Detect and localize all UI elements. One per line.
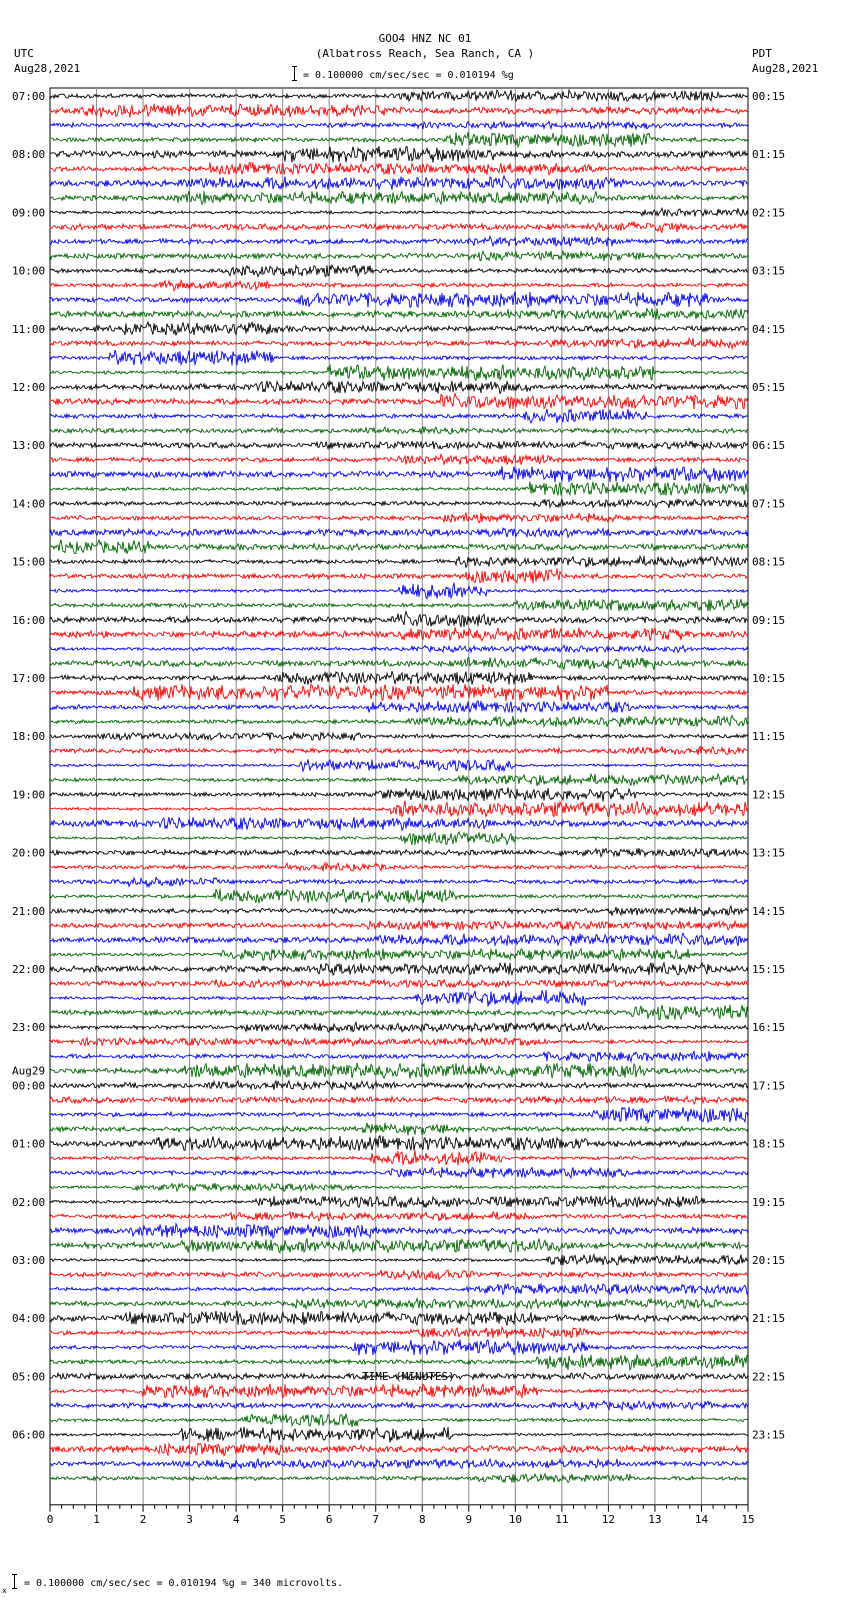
seismic-trace	[50, 716, 748, 728]
left-hour-label: 13:00	[12, 439, 46, 453]
seismic-trace	[50, 265, 748, 277]
seismic-trace	[50, 454, 748, 464]
seismic-trace	[50, 568, 748, 583]
left-hour-label: 18:00	[12, 730, 46, 744]
x-tick-label: 14	[694, 1512, 709, 1526]
right-hour-label: 03:15	[752, 264, 786, 278]
seismic-trace	[50, 878, 748, 887]
seismic-trace	[50, 1427, 748, 1443]
left-hour-label: 07:00	[12, 90, 46, 103]
seismic-trace	[50, 1107, 748, 1122]
seismic-trace	[50, 322, 748, 336]
seismic-trace	[50, 933, 748, 946]
seismic-trace	[50, 1270, 748, 1280]
seismic-trace	[50, 921, 748, 931]
scale-label: = 0.100000 cm/sec/sec = 0.010194 %g	[303, 70, 514, 81]
seismic-trace	[50, 1136, 748, 1151]
right-hour-label: 04:15	[752, 322, 786, 336]
x-tick-label: 5	[279, 1512, 286, 1526]
seismic-trace	[50, 684, 748, 701]
seismic-trace	[50, 146, 748, 163]
seismic-trace	[50, 308, 748, 319]
left-hour-label: 17:00	[12, 672, 46, 685]
right-hour-label: 01:15	[752, 148, 786, 162]
seismic-trace	[50, 208, 748, 216]
right-hour-label: 22:15	[752, 1370, 786, 1384]
left-hour-label: 05:00	[12, 1370, 46, 1384]
left-hour-label: 00:00	[12, 1079, 46, 1093]
left-hour-label: 11:00	[12, 322, 46, 336]
right-hour-label: 21:15	[752, 1312, 786, 1326]
right-hour-label: 06:15	[752, 439, 786, 453]
x-tick-label: 12	[601, 1512, 616, 1526]
seismic-trace	[50, 1224, 748, 1238]
seismic-trace	[50, 671, 748, 685]
left-date: Aug28,2021	[14, 62, 81, 75]
seismic-trace	[50, 350, 748, 366]
seismic-trace	[50, 1051, 748, 1061]
right-hour-label: 23:15	[752, 1428, 786, 1442]
left-hour-label: 06:00	[12, 1428, 46, 1442]
right-hour-label: 20:15	[752, 1254, 786, 1267]
seismic-trace	[50, 979, 748, 987]
seismic-trace	[50, 990, 748, 1007]
x-tick-label: 11	[555, 1512, 569, 1526]
seismic-trace	[50, 599, 748, 611]
seismic-trace	[50, 292, 748, 308]
seismic-trace	[50, 221, 748, 232]
chart-title: GOO4 HNZ NC 01	[378, 32, 472, 45]
right-hour-label: 16:15	[752, 1021, 786, 1035]
seismic-trace	[50, 1443, 748, 1456]
seismic-trace	[50, 817, 748, 830]
seismic-trace	[50, 1063, 748, 1079]
seismic-trace	[50, 1311, 748, 1326]
seismic-trace	[50, 122, 748, 129]
seismic-trace	[50, 948, 748, 960]
seismic-trace	[50, 832, 748, 845]
seismic-trace	[50, 1238, 748, 1252]
seismic-trace	[50, 1298, 748, 1308]
seismic-trace	[50, 848, 748, 857]
left-hour-label: 23:00	[12, 1021, 46, 1035]
seismic-trace	[50, 466, 748, 482]
x-tick-label: 8	[418, 1512, 426, 1526]
seismic-trace	[50, 657, 748, 669]
seismic-trace	[50, 787, 748, 801]
seismic-trace	[50, 1474, 748, 1483]
seismic-trace	[50, 1081, 748, 1090]
seismic-trace	[50, 90, 748, 102]
right-hour-label: 17:15	[752, 1079, 786, 1093]
seismic-trace	[50, 513, 748, 523]
seismic-trace	[50, 1354, 748, 1370]
seismic-trace	[50, 1401, 748, 1410]
seismic-trace	[50, 556, 748, 568]
seismic-trace	[50, 583, 748, 599]
seismic-trace	[50, 1255, 748, 1266]
left-hour-label: 20:00	[12, 846, 46, 860]
seismic-trace	[50, 1005, 748, 1020]
x-tick-label: 13	[648, 1512, 662, 1526]
right-date: Aug28,2021	[752, 62, 819, 75]
seismic-trace	[50, 528, 748, 537]
footer-scale-bar-icon	[12, 1574, 17, 1589]
seismic-trace	[50, 104, 748, 118]
left-hour-label: 10:00	[12, 264, 46, 278]
seismic-trace	[50, 1022, 748, 1032]
seismic-trace	[50, 1096, 748, 1104]
seismic-trace	[50, 236, 748, 246]
left-hour-label: 08:00	[12, 148, 46, 162]
seismic-trace	[50, 1038, 748, 1046]
seismic-trace	[50, 701, 748, 713]
seismic-trace	[50, 1414, 748, 1427]
seismic-trace	[50, 409, 748, 423]
left-hour-label: 01:00	[12, 1137, 46, 1151]
right-hour-label: 08:15	[752, 555, 786, 569]
seismic-trace	[50, 338, 748, 349]
seismic-trace	[50, 801, 748, 817]
seismic-trace	[50, 906, 748, 916]
seismic-trace	[50, 1150, 748, 1165]
left-hour-label: 09:00	[12, 206, 46, 220]
seismic-trace	[50, 427, 748, 434]
seismic-trace	[50, 191, 748, 204]
x-tick-label: 1	[93, 1512, 100, 1526]
seismic-trace	[50, 733, 748, 741]
seismic-trace	[50, 774, 748, 786]
left-timezone: UTC	[14, 47, 34, 60]
station-location: (Albatross Reach, Sea Ranch, CA )	[315, 47, 535, 60]
seismic-trace	[50, 540, 748, 554]
seismic-trace	[50, 1196, 748, 1208]
x-tick-label: 3	[186, 1512, 193, 1526]
seismic-trace	[50, 612, 748, 628]
left-hour-label: 12:00	[12, 381, 46, 394]
date-change-label: Aug29	[12, 1064, 46, 1078]
right-hour-label: 00:15	[752, 90, 786, 103]
seismic-trace	[50, 162, 748, 175]
seismic-trace	[50, 1384, 748, 1398]
seismic-trace	[50, 1183, 748, 1191]
seismic-trace	[50, 863, 748, 871]
seismic-trace	[50, 889, 748, 904]
seismic-trace	[50, 963, 748, 976]
seismic-trace	[50, 1327, 748, 1338]
seismic-trace	[50, 1123, 748, 1136]
right-hour-label: 02:15	[752, 206, 786, 220]
x-tick-label: 15	[741, 1512, 755, 1526]
right-hour-label: 10:15	[752, 672, 786, 685]
right-hour-label: 05:15	[752, 381, 786, 394]
seismic-trace	[50, 132, 748, 147]
seismic-trace	[50, 1340, 748, 1356]
seismic-trace	[50, 627, 748, 641]
seismic-trace	[50, 176, 748, 190]
seismic-trace	[50, 499, 748, 508]
right-hour-label: 11:15	[752, 730, 786, 744]
left-hour-label: 03:00	[12, 1254, 46, 1267]
x-tick-label: 10	[508, 1512, 522, 1526]
left-hour-label: 14:00	[12, 497, 46, 511]
seismic-trace	[50, 251, 748, 261]
seismic-trace	[50, 645, 748, 652]
x-tick-label: 6	[325, 1512, 333, 1526]
left-hour-label: 16:00	[12, 613, 46, 627]
right-hour-label: 18:15	[752, 1137, 786, 1151]
seismic-trace	[50, 1459, 748, 1469]
right-hour-label: 19:15	[752, 1195, 786, 1209]
left-hour-label: 21:00	[12, 904, 46, 918]
left-hour-label: 22:00	[12, 963, 46, 976]
left-hour-label: 04:00	[12, 1312, 46, 1326]
seismic-trace	[50, 441, 748, 449]
x-axis-label: TIME (MINUTES)	[362, 1370, 455, 1383]
x-tick-label: 9	[465, 1512, 473, 1526]
left-hour-label: 15:00	[12, 555, 46, 569]
right-timezone: PDT	[752, 47, 772, 60]
seismic-trace	[50, 481, 748, 495]
seismic-trace	[50, 1167, 748, 1178]
seismic-trace	[50, 365, 748, 381]
x-tick-label: 7	[372, 1512, 380, 1526]
seismic-trace	[50, 759, 748, 771]
seismic-trace	[50, 747, 748, 755]
right-hour-label: 07:15	[752, 497, 786, 511]
x-tick-label: 4	[232, 1512, 240, 1526]
seismic-trace	[50, 1212, 748, 1221]
right-hour-label: 09:15	[752, 613, 786, 627]
right-hour-label: 15:15	[752, 963, 786, 976]
right-hour-label: 14:15	[752, 904, 786, 918]
right-hour-label: 13:15	[752, 846, 786, 860]
footer-marker: x	[2, 1586, 7, 1595]
left-hour-label: 19:00	[12, 788, 46, 802]
seismic-trace	[50, 1283, 748, 1294]
x-tick-label: 0	[46, 1512, 54, 1526]
seismic-trace	[50, 381, 748, 394]
footer-scale-label: = 0.100000 cm/sec/sec = 0.010194 %g = 340 microvolts.	[24, 1578, 344, 1589]
seismic-trace	[50, 280, 748, 290]
seismic-trace	[50, 393, 748, 409]
left-hour-label: 02:00	[12, 1195, 46, 1209]
x-tick-label: 2	[139, 1512, 147, 1526]
right-hour-label: 12:15	[752, 788, 786, 802]
